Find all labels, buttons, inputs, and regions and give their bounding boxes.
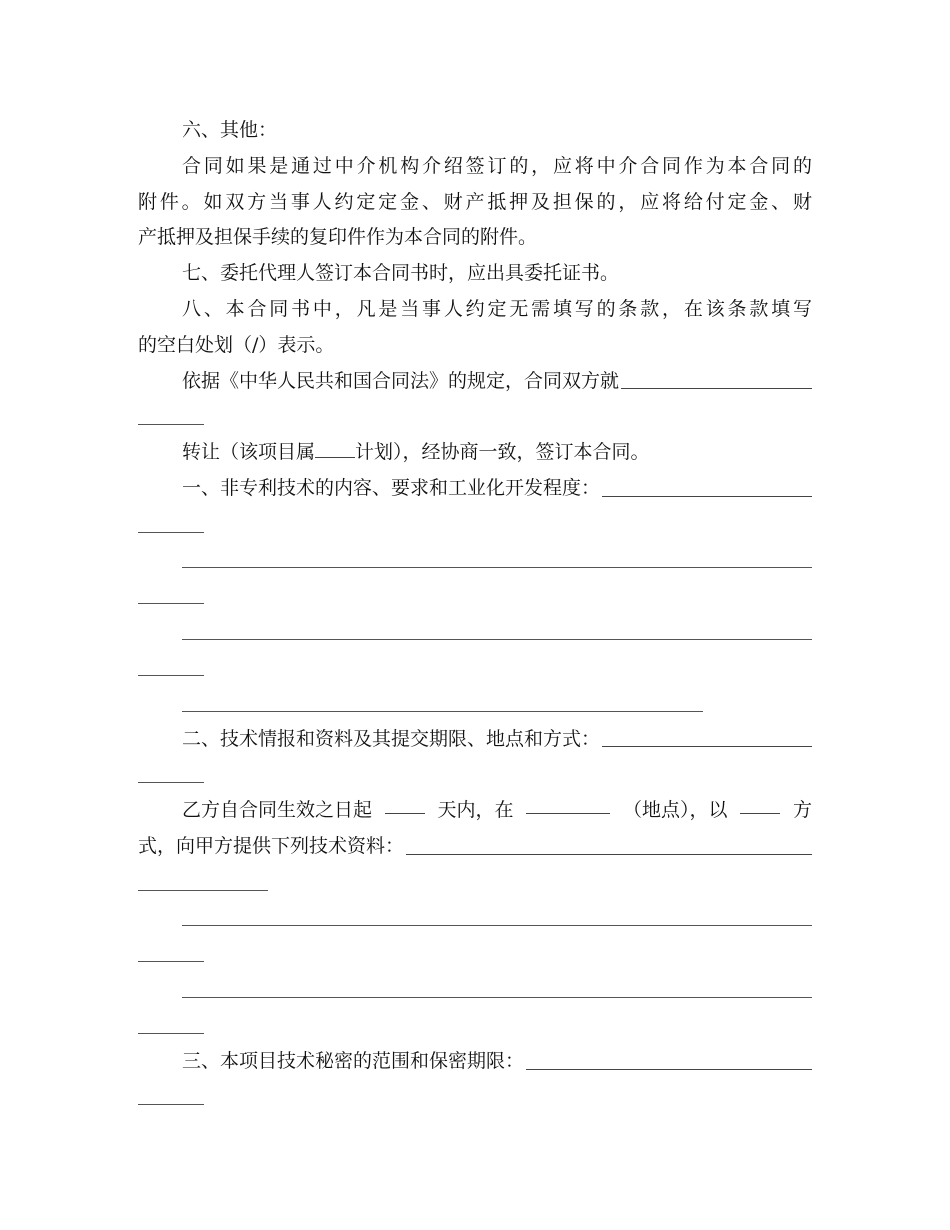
preamble-continuation-blank [138, 399, 812, 435]
section-6-line-3-text: 产抵押及担保手续的复印件作为本合同的附件。 [138, 226, 538, 249]
blank-article-1-heading[interactable] [602, 495, 812, 497]
blank-article-3-heading[interactable] [526, 1068, 812, 1070]
preamble-line-1 [138, 364, 812, 400]
blank-tech-materials[interactable] [406, 853, 812, 855]
article-1-blank-1b [138, 507, 812, 543]
section-6-heading [138, 113, 812, 149]
blank-continuation[interactable] [138, 424, 204, 425]
blank-article-2-3[interactable] [182, 925, 812, 926]
blank-article-1-3b[interactable] [138, 675, 204, 676]
blank-article-2-heading[interactable] [602, 745, 812, 747]
article-1-heading-text: 一、非专利技术的内容、要求和工业化开发程度： [182, 476, 601, 499]
blank-article-3-1b[interactable] [138, 1104, 204, 1105]
article-2-blank-2b [138, 865, 812, 901]
article-2-blank-4b [138, 1008, 812, 1044]
article-1-heading [138, 471, 812, 507]
section-6-line-2 [138, 185, 812, 221]
section-7-text: 七、委托代理人签订本合同书时，应出具委托证书。 [182, 262, 620, 285]
blank-article-1-3[interactable] [182, 639, 812, 640]
blank-article-1-1b[interactable] [138, 532, 204, 533]
preamble-line-2-text-a: 转让（该项目属 [182, 441, 316, 464]
article-2-line-1-text-c: （地点），以 [622, 799, 728, 822]
section-8-line-1-text: 八、本合同书中，凡是当事人约定无需填写的条款，在该条款填写 [182, 297, 812, 320]
article-2-blank-4 [138, 972, 812, 1008]
article-2-heading [138, 722, 812, 758]
blank-article-2-1b[interactable] [138, 782, 204, 783]
blank-plan[interactable] [315, 437, 355, 458]
article-2-line-2 [138, 829, 812, 865]
section-6-heading-text: 六、其他： [182, 119, 278, 141]
section-8-line-1 [138, 292, 812, 328]
blank-days[interactable] [385, 793, 425, 814]
contract-page [138, 113, 812, 1115]
article-2-line-1-text-b: 天内，在 [437, 799, 514, 822]
article-2-line-2-text: 式，向甲方提供下列技术资料： [138, 834, 405, 857]
section-6-line-1-text: 合同如果是通过中介机构介绍签订的，应将中介合同作为本合同的 [182, 154, 812, 177]
article-1-blank-3 [138, 614, 812, 650]
blank-method[interactable] [740, 793, 780, 814]
blank-article-1-2b[interactable] [138, 603, 204, 604]
article-2-heading-text: 二、技术情报和资料及其提交期限、地点和方式： [182, 727, 601, 750]
blank-article-1-2[interactable] [182, 567, 812, 568]
blank-article-2-2b[interactable] [138, 890, 268, 891]
article-2-line-1-text-d: 方 [792, 799, 812, 822]
article-2-line-1-text-a: 乙方自合同生效之日起 [182, 799, 373, 822]
preamble-line-2-text-b: 计划），经协商一致，签订本合同。 [355, 441, 650, 464]
blank-article-1-4[interactable] [182, 711, 703, 712]
preamble-line-1-text: 依据《中华人民共和国合同法》的规定，合同双方就 [182, 369, 620, 392]
section-8-line-2-text: 的空白处划（/）表示。 [138, 333, 335, 356]
blank-article-2-4[interactable] [182, 997, 812, 998]
section-6-line-1 [138, 149, 812, 185]
blank-article-2-3b[interactable] [138, 961, 204, 962]
article-1-blank-2b [138, 578, 812, 614]
article-2-line-1 [138, 793, 812, 829]
blank-article-2-4b[interactable] [138, 1033, 204, 1034]
section-6-line-3 [138, 220, 812, 256]
article-1-blank-4 [138, 686, 812, 722]
article-3-heading [138, 1044, 812, 1080]
article-2-blank-3b [138, 936, 812, 972]
article-1-blank-3b [138, 650, 812, 686]
article-3-heading-text: 三、本项目技术秘密的范围和保密期限： [182, 1049, 525, 1072]
article-2-blank-3 [138, 901, 812, 937]
blank-technology-name[interactable] [621, 387, 812, 389]
section-6-line-2-text: 附件。如双方当事人约定定金、财产抵押及担保的，应将给付定金、财 [138, 190, 812, 213]
preamble-line-2 [138, 435, 812, 471]
article-2-blank-1b [138, 757, 812, 793]
section-8-line-2 [138, 328, 812, 364]
section-7 [138, 256, 812, 292]
blank-location[interactable] [526, 793, 610, 814]
article-1-blank-2 [138, 543, 812, 579]
article-3-blank-1b [138, 1080, 812, 1116]
